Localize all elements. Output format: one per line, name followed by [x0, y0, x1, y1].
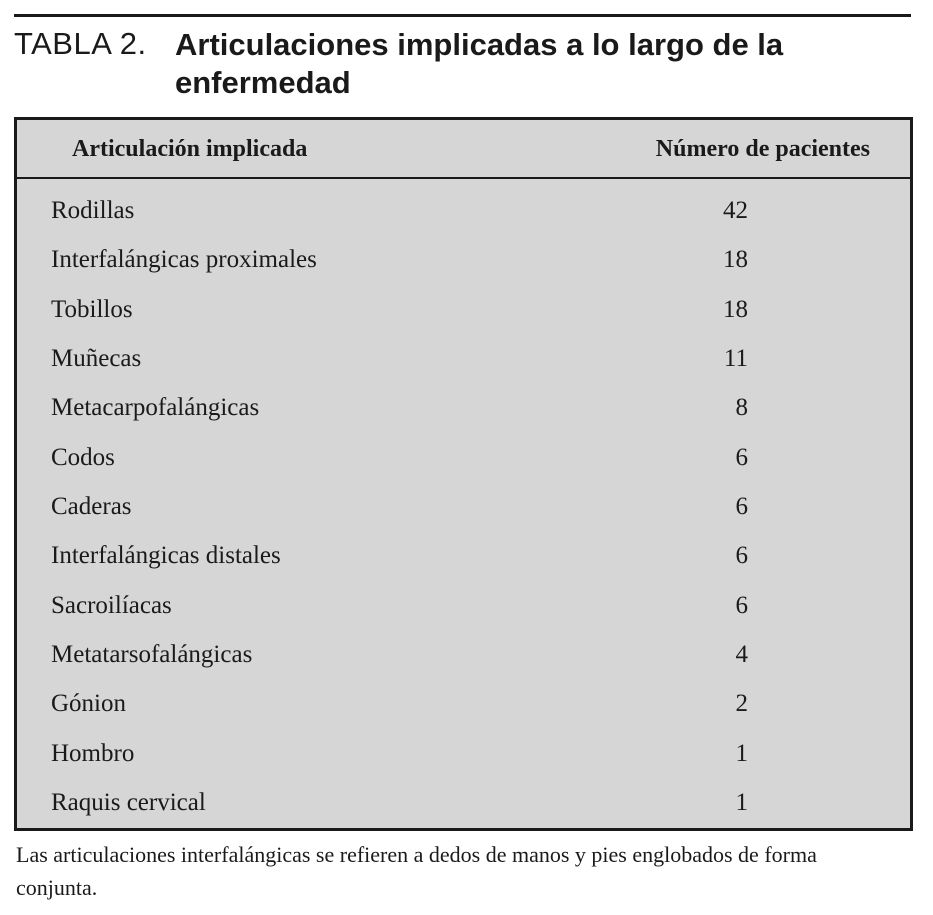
- table-row: [17, 779, 910, 828]
- joint-name-cell: Tobillos: [51, 295, 133, 323]
- table-title-text: Articulaciones implicadas a lo largo de la enfermedad: [175, 27, 784, 100]
- joint-name-cell: Raquis cervical: [51, 788, 206, 816]
- joint-name-cell: Rodillas: [51, 197, 135, 224]
- patient-count-cell: 11: [723, 344, 748, 372]
- joint-name-cell: Gónion: [51, 690, 126, 718]
- table-row: [17, 187, 910, 236]
- joint-name-cell: Sacroilíacas: [51, 591, 172, 619]
- table-row: [17, 680, 910, 729]
- patient-count-cell: 2: [735, 690, 748, 718]
- table-row: [17, 631, 910, 680]
- patient-count-cell: 18: [723, 295, 748, 323]
- joint-name-cell: Codos: [51, 443, 115, 471]
- table-row: [17, 335, 910, 384]
- table-header-row: [17, 120, 910, 179]
- table-row: [17, 286, 910, 335]
- patient-count-cell: 6: [735, 591, 748, 619]
- table-row: [17, 730, 910, 779]
- table-row: [17, 384, 910, 433]
- patient-count-cell: 4: [735, 640, 748, 668]
- table-row: [17, 483, 910, 532]
- header-patient-count: Número de pacientes: [655, 136, 870, 162]
- patient-count-cell: 42: [723, 197, 748, 224]
- table-row: [17, 532, 910, 581]
- joint-name-cell: Caderas: [51, 492, 132, 520]
- table-footnote: Las articulaciones interfalángicas se refieren a dedos de manos y pies englobados de forma conjunta.: [16, 842, 817, 900]
- patient-count-cell: 8: [735, 394, 748, 422]
- joint-name-cell: Interfalángicas distales: [51, 542, 281, 570]
- joint-name-cell: Metatarsofalángicas: [51, 640, 253, 668]
- patient-count-cell: 6: [735, 492, 748, 520]
- patient-count-cell: 18: [723, 246, 748, 274]
- joint-name-cell: Muñecas: [51, 344, 142, 372]
- table-row: [17, 236, 910, 285]
- patient-count-cell: 1: [735, 739, 748, 767]
- joint-name-cell: Interfalángicas proximales: [51, 246, 317, 274]
- patient-count-cell: 6: [735, 542, 748, 570]
- joint-name-cell: Hombro: [51, 739, 135, 767]
- patient-count-cell: 1: [735, 788, 748, 816]
- table-body: [17, 187, 910, 828]
- table-row: [17, 582, 910, 631]
- table-row: [17, 434, 910, 483]
- data-table: [14, 117, 913, 831]
- top-rule: [14, 14, 911, 17]
- patient-count-cell: 6: [735, 443, 748, 471]
- header-joint: Articulación implicada: [72, 136, 308, 162]
- joint-name-cell: Metacarpofalángicas: [51, 394, 260, 422]
- table-number-label: TABLA 2.: [14, 26, 147, 61]
